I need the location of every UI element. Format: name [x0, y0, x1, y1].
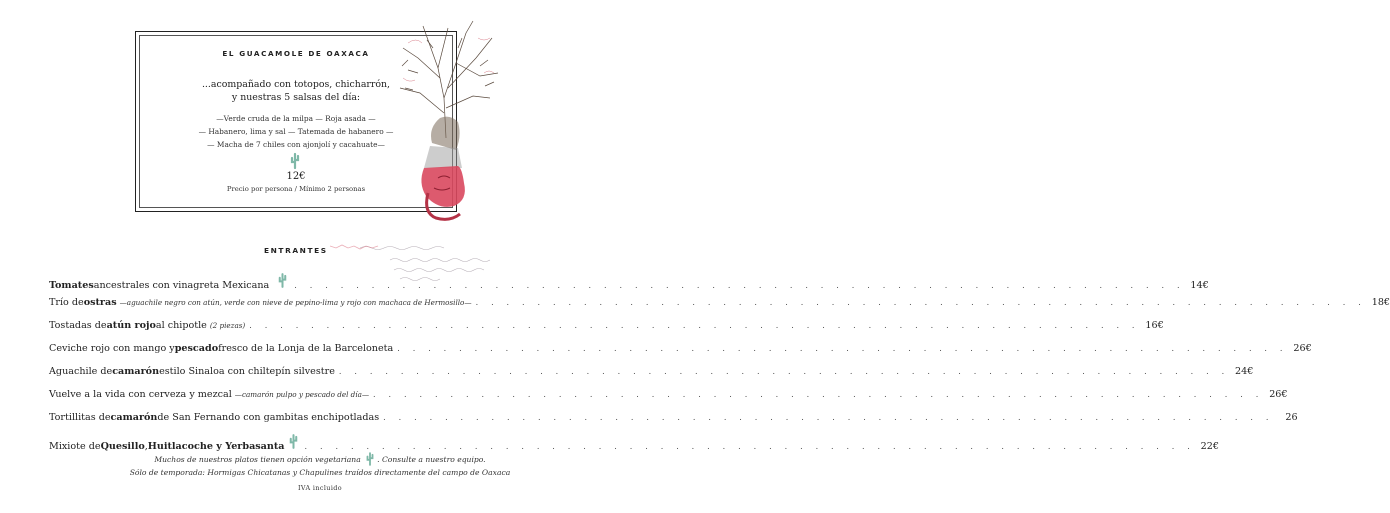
- footer-vat-note: IVA incluido: [297, 484, 343, 492]
- item-text: Mixiote de: [49, 441, 101, 452]
- cactus-icon: [365, 452, 375, 468]
- leader-dots: . . . . . . . . . . . . . . . . . . . . . . . . . . . . . . . . . . . . . . . . . . . . . . . . . . . . . . . . . .: [294, 281, 1185, 290]
- footer-text: Muchos de nuestros platos tienen opción vegetariana: [154, 455, 361, 464]
- cactus-icon: [277, 273, 288, 291]
- leader-dots: . . . . . . . . . . . . . . . . . . . . . . . . . . . . . . . . . . . . . . . . . . . . . . . . . . . . . . . . . .: [304, 442, 1195, 451]
- menu-item-vuelve: [49, 389, 1288, 403]
- menu-item-ostras: [49, 297, 1390, 311]
- section-title-entrantes: ENTRANTES: [264, 246, 328, 255]
- cactus-icon: [288, 434, 299, 452]
- menu-item-mixiote: [49, 434, 1219, 452]
- salsa-line-1: —Verde cruda de la milpa — Roja asada —: [216, 114, 376, 123]
- menu-item-aguachile: [49, 366, 1254, 380]
- item-price: 14€: [1190, 280, 1209, 291]
- item-price: 18€: [1371, 297, 1390, 308]
- item-bold: atún rojo: [106, 320, 156, 331]
- menu-item-ceviche: [49, 343, 1312, 357]
- salsa-line-2: — Habanero, lima y sal — Tatemada de habanero —: [198, 127, 394, 136]
- leader-dots: . . . . . . . . . . . . . . . . . . . . . . . . . . . . . . . . . . . . . . . . . . . . . . . . . . . . . . . . . .: [338, 367, 1230, 376]
- item-bold: camarón: [110, 412, 158, 423]
- item-text: al chipotle: [155, 320, 207, 331]
- item-text: fresco de la Lonja de la Barceloneta: [218, 343, 394, 354]
- footer-seasonal-note: Sólo de temporada: Hormigas Chicatanas y Chapulines traídos directamente del campo de Oaxaca: [129, 468, 511, 477]
- footer-text: . Consulte a nuestro equipo.: [377, 455, 486, 464]
- cactus-icon: [289, 153, 301, 173]
- item-bold: Quesillo: [100, 441, 145, 452]
- guacamole-intro-2: y nuestras 5 salsas del día:: [231, 92, 361, 103]
- item-note: —aguachile negro con atún, verde con nieve de pepino-lima y rojo con machaca de Hermosillo—: [119, 298, 472, 307]
- item-price: 24€: [1235, 366, 1254, 377]
- item-text: ,: [144, 441, 148, 452]
- item-text: Aguachile de: [49, 366, 113, 377]
- menu-item-tortillitas: [49, 412, 1298, 426]
- item-text: Vuelve a la vida con cerveza y mezcal: [49, 389, 232, 400]
- item-price: 22€: [1200, 441, 1219, 452]
- item-price: 26: [1285, 412, 1298, 423]
- item-text: estilo Sinaloa con chiltepín silvestre: [159, 366, 335, 377]
- guacamole-title: EL GUACAMOLE DE OAXACA: [222, 49, 370, 58]
- guacamole-price-note: Precio por persona / Mínimo 2 personas: [226, 185, 366, 193]
- leader-dots: . . . . . . . . . . . . . . . . . . . . . . . . . . . . . . . . . . . . . . . . . . . . . . . . . . . . . . . . . .: [373, 390, 1264, 399]
- item-text: ancestrales con vinagreta Mexicana: [93, 280, 270, 291]
- item-note: —camarón pulpo y pescado del día—: [234, 390, 370, 399]
- item-bold: Tomates: [49, 280, 94, 291]
- item-bold: ostras: [83, 297, 117, 308]
- item-price: 26€: [1269, 389, 1288, 400]
- item-note: (2 piezas): [209, 321, 246, 330]
- item-text: Tortillitas de: [49, 412, 111, 423]
- footer-vegetarian-note: [0, 452, 640, 468]
- menu-item-tomates: [49, 273, 1209, 291]
- leader-dots: . . . . . . . . . . . . . . . . . . . . . . . . . . . . . . . . . . . . . . . . . . . . . . . . . . . . . . . . . .: [475, 298, 1367, 307]
- leader-dots: . . . . . . . . . . . . . . . . . . . . . . . . . . . . . . . . . . . . . . . . . . . . . . . . . . . . . . . . . .: [249, 321, 1140, 330]
- guacamole-intro-1: ...acompañado con totopos, chicharrón,: [201, 79, 391, 90]
- menu-item-atun: [49, 320, 1164, 334]
- guacamole-price: 12€: [286, 171, 306, 182]
- leader-dots: . . . . . . . . . . . . . . . . . . . . . . . . . . . . . . . . . . . . . . . . . . . . . . . . . . . . . . . . . .: [397, 344, 1288, 353]
- item-text: de San Fernando con gambitas enchipotladas: [157, 412, 380, 423]
- item-text: Trío de: [49, 297, 84, 308]
- item-text: Ceviche rojo con mango y: [49, 343, 175, 354]
- item-bold: Huitlacoche y Yerbasanta: [147, 441, 285, 452]
- tree-figure-illustration: [388, 18, 506, 228]
- item-price: 16€: [1145, 320, 1164, 331]
- item-text: Tostadas de: [49, 320, 107, 331]
- item-bold: camarón: [112, 366, 160, 377]
- item-price: 26€: [1293, 343, 1312, 354]
- item-bold: pescado: [174, 343, 219, 354]
- salsa-line-3: — Macha de 7 chiles con ajonjolí y cacahuate—: [207, 140, 385, 149]
- leader-dots: . . . . . . . . . . . . . . . . . . . . . . . . . . . . . . . . . . . . . . . . . . . . . . . . . . . . . . . . . .: [383, 413, 1274, 422]
